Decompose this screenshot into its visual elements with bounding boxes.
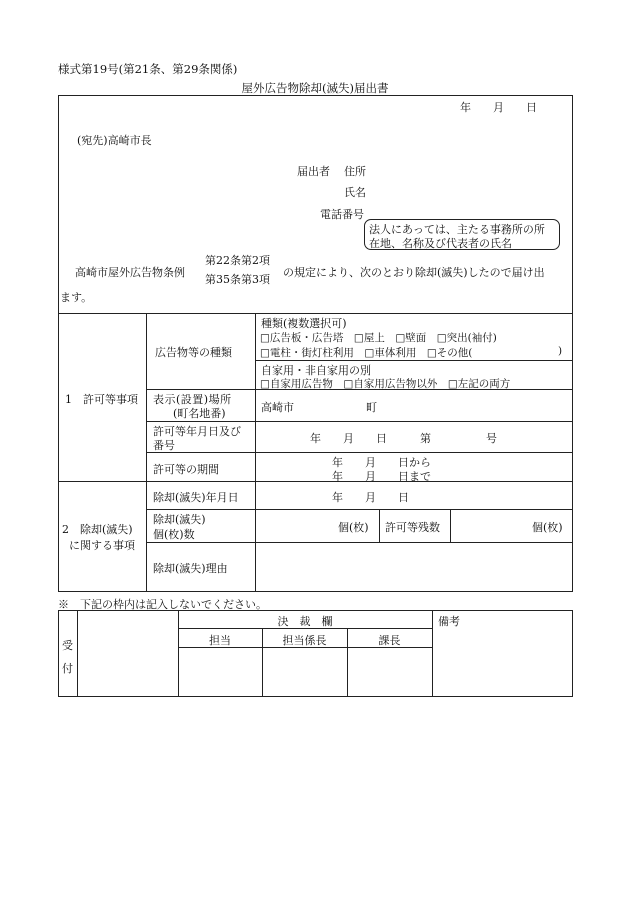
removal-count-label-2: 個(枚)数 — [153, 528, 195, 541]
manager-label: 課長 — [378, 634, 401, 647]
phone-label: 電話番号 — [320, 208, 364, 221]
addressee: (宛先)高崎市長 — [77, 134, 152, 147]
ad-type-options-2[interactable]: □電柱・街灯柱利用 □車体利用 □その他( — [260, 347, 473, 359]
location-label-2: (町名地番) — [173, 407, 226, 420]
removal-count-label-1: 除却(滅失) — [153, 513, 206, 526]
chief-label: 担当係長 — [282, 634, 327, 647]
private-use-header: 自家用・非自家用の別 — [261, 364, 371, 377]
section2-heading-1: 2 除却(滅失) — [62, 523, 133, 536]
applicant-label: 届出者 — [297, 165, 330, 178]
decision-header: 決 裁 欄 — [277, 615, 333, 628]
ad-type-header: 種類(複数選択可) — [261, 317, 347, 330]
ordinance-name: 高崎市屋外広告物条例 — [75, 266, 185, 279]
permit-date-label-1: 許可等年月日及び — [153, 425, 241, 438]
location-label-1: 表示(設置)場所 — [153, 393, 232, 406]
name-label: 氏名 — [344, 186, 366, 199]
period-to[interactable]: 年 月 日まで — [332, 470, 431, 483]
office-use-note: ※ 下記の枠内は記入しないでください。 — [58, 598, 267, 611]
remarks-label: 備考 — [438, 615, 460, 628]
section2-heading-2: に関する事項 — [69, 539, 135, 552]
permit-date-value[interactable]: 年 月 日 第 号 — [310, 432, 497, 445]
corporate-note-1: 法人にあっては、主たる事務所の所 — [369, 223, 545, 236]
corporate-note-2: 在地、名称及び代表者の氏名 — [369, 237, 512, 250]
form-number: 様式第19号(第21条、第29条関係) — [58, 62, 238, 76]
remaining-count-unit[interactable]: 個(枚) — [532, 521, 563, 534]
removal-reason-label: 除却(滅失)理由 — [153, 562, 228, 575]
removal-count-unit[interactable]: 個(枚) — [338, 521, 369, 534]
permit-date-label-2: 番号 — [153, 439, 175, 452]
remaining-count-label: 許可等残数 — [385, 521, 440, 534]
ad-type-label: 広告物等の種類 — [155, 346, 232, 359]
form-title: 屋外広告物除却(滅失)届出書 — [241, 81, 389, 95]
section1-heading: 1 許可等事項 — [65, 393, 138, 406]
article-1: 第22条第2項 — [205, 254, 270, 267]
statement-line-1: の規定により、次のとおり除却(滅失)したので届け出 — [283, 266, 545, 279]
ad-type-options-1[interactable]: □広告板・広告塔 □屋上 □壁面 □突出(袖付) — [260, 332, 497, 344]
private-use-options[interactable]: □自家用広告物 □自家用広告物以外 □左記の両方 — [260, 378, 511, 390]
removal-date-label: 除却(滅失)年月日 — [153, 491, 239, 504]
permit-period-label: 許可等の期間 — [153, 463, 219, 476]
date-line[interactable]: 年 月 日 — [460, 101, 537, 114]
reception-1: 受 — [62, 639, 73, 652]
applicant-box — [58, 95, 573, 314]
location-city[interactable]: 高崎市 — [261, 401, 294, 414]
address-label: 住所 — [344, 165, 366, 178]
location-town[interactable]: 町 — [366, 401, 377, 414]
article-2: 第35条第3項 — [205, 273, 270, 286]
reception-2: 付 — [62, 662, 73, 675]
removal-date-value[interactable]: 年 月 日 — [332, 491, 409, 504]
statement-line-2: ます。 — [60, 291, 93, 304]
ad-type-options-2-close: ) — [558, 345, 563, 357]
staff-label: 担当 — [209, 634, 231, 647]
period-from[interactable]: 年 月 日から — [332, 456, 431, 469]
